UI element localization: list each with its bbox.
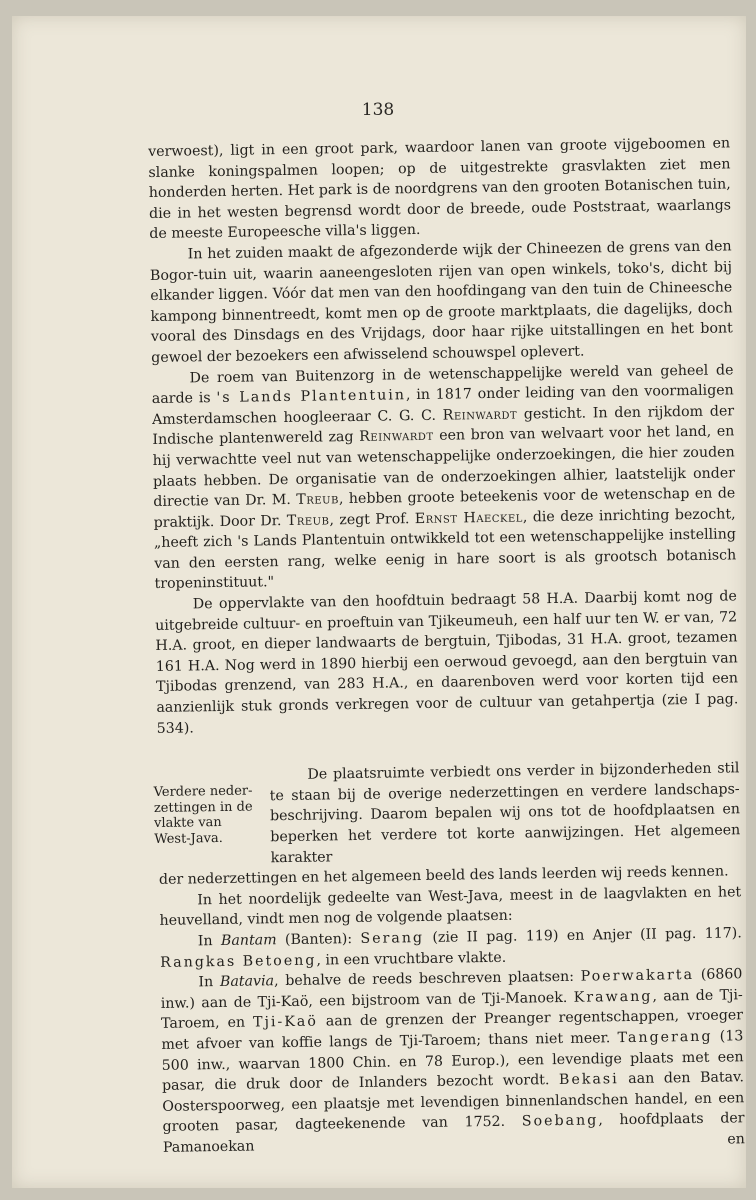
section-line-4: beperken het verdere tot korte aanwijzingen. Het algemeen karakter: [270, 822, 741, 866]
paragraph-6: In het noordelijk gedeelte van West-Java, meest in de laagvlakten en het heuvelland, vindt men nog de volgende plaatsen:: [159, 884, 742, 930]
section-line-1: De plaatsruimte verbiedt ons verder in bijzonderheden stil: [307, 760, 740, 783]
page-number: 138: [361, 100, 395, 120]
paragraph-5: der nederzettingen en het algemeen beeld des lands leerden wij reeds kennen.: [158, 863, 729, 889]
paragraph-8: In Batavia, behalve de reeds beschreven plaatsen: Poerwakarta (6860 inw.) aan de Tji-Kaö, een bijstroom van de Tji-Manoek. Krawang, aan de Tji-Taroem, en Tji-Kaö aan de grenzen der Preanger regentschappen, vroeger met afvoer van koffie langs de Tji-Taroem; thans niet meer. Tangerang (13 500 inw., waarvan 1800 Chin. en 78 Europ.), een levendige plaats met een pasar, die druk door de Inlanders bezocht wordt. Bekasi aan den Batav. Oosterspoorweg, een plaatsje met levendigen binnenlandschen handel, en een grooten pasar, dagteekenende van 1752. Soebang, hoofdplaats der Pamanoekan en: [160, 966, 745, 1156]
paragraph-7: In Bantam (Banten): Serang (zie II pag. 119) en Anjer (II pag. 117). Rangkas Betoeng, in een vruchtbare vlakte.: [160, 925, 742, 971]
paragraph-2: In het zuiden maakt de afgezonderde wijk der Chineezen de grens van den Bogor-tuin uit, waarin aaneengesloten rijen van open winkels, toko's, dicht bij elkander liggen. Vóór dat men van den hoofdingang van den tuin de Chineesche kampong binnentreedt, komt men op de groote marktplaats, die dagelijks, doch vooral des Dinsdags en des Vrijdags, door haar rijke uitstallingen en het bont gewoel der bezoekers een afwisselend schouwspel oplevert.: [149, 238, 733, 366]
paragraph-3: De roem van Buitenzorg in de wetenschappelijke wereld van geheel de aarde is 's Lands Plantentuin, in 1817 onder leiding van den voormaligen Amsterdamschen hoogleeraar C. G. C. Reinwardt gesticht. In den rijkdom der Indische plantenwereld zag Reinwardt een bron van welvaart voor het land, en hij verwachtte veel nut van wetenschappelijke onderzoekingen, die hier zouden plaats hebben. De organisatie van de onderzoekingen alhier, laatstelijk onder directie van Dr. M. Treub, hebben groote beteekenis voor de wetenschap en de praktijk. Door Dr. Treub, zegt Prof. Ernst Haeckel, die deze inrichting bezocht, „heeft zich 's Lands Plantentuin ontwikkeld tot een wetenschappelijke instelling van den eersten rang, welke eenig in hare soort is als grootsch botanisch tropeninstituut.": [151, 361, 737, 593]
section-line-2: te staan bij de overige nederzettingen en verdere landschaps-: [269, 781, 740, 805]
section-line-3: beschrijving. Daarom bepalen wij ons tot de hoofdplaatsen en: [269, 801, 741, 825]
margin-note: Verdere neder-zettingen in de vlakte van West-Java.: [153, 783, 253, 847]
section-further-settlements: [153, 759, 741, 871]
paragraph-1: verwoest), ligt in een groot park, waardoor lanen van groote vijgeboomen en slanke koningspalmen loopen; op de uitgestrekte grasvlakten ziet men honderden herten. Het park is de noordgrens van den grooten Botanischen tuin, die in het westen begrensd wordt door de breede, oude Poststraat, waarlangs de meeste Europeesche villa's liggen.: [148, 135, 732, 243]
paragraph-4: De oppervlakte van den hoofdtuin bedraagt 58 H.A. Daarbij komt nog de uitgebreide cultuur- en proeftuin van Tjikeumeuh, een half uur ten W. er van, 72 H.A. groot, en dieper landwaarts de bergtuin, Tjibodas, 31 H.A. groot, tezamen 161 H.A. Nog werd in 1890 hierbij een oerwoud gevoegd, aan den bergtuin van Tjibodas grenzend, van 283 H.A., en daarenboven werd voor korten tijd een aanzienlijk stuk gronds verkregen voor de cultuur van getahpertja (zie I pag. 534).: [155, 588, 739, 737]
page-body: [148, 133, 745, 1158]
